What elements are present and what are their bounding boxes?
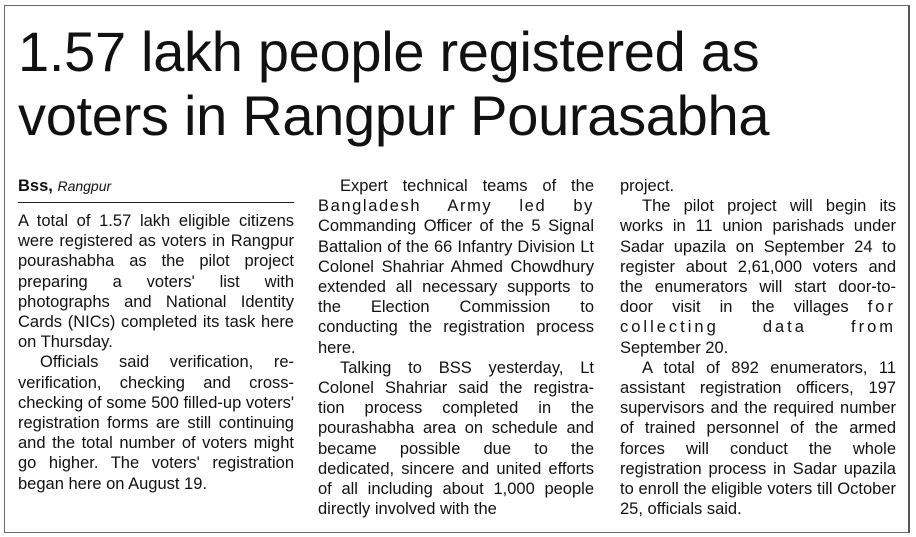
headline-line-1: 1.57 lakh people registered as bbox=[18, 20, 760, 83]
paragraph-fragment: Commanding Officer of the 5 Signal Battalion of the 66 Infantry Division Lt Colonel Shahriar Ahmed Chowdhury extended all necessary supports to the Election Commission to conducting the registration process here. bbox=[318, 217, 594, 357]
paragraph: Talking to BSS yesterday, Lt Colonel Shahriar said the registra-tion process completed in the pourashabha area on schedule and became possible due to the dedicated, sincere and united efforts of all including about 1,000 people directly involved with the bbox=[318, 358, 594, 519]
headline bbox=[18, 20, 898, 148]
byline-place: Rangpur bbox=[57, 178, 112, 194]
paragraph: A total of 1.57 lakh eligible citizens were registered as voters in Rangpur pourashabha as the pilot project preparing a voters' list with photographs and National Identity Cards (NICs) completed its task here on Thursday. bbox=[18, 212, 294, 352]
paragraph: project. bbox=[620, 177, 675, 195]
column-2 bbox=[318, 176, 594, 519]
paragraph-fragment: September 20. bbox=[620, 338, 729, 357]
paragraph-fragment: Expert technical teams of the bbox=[340, 177, 594, 195]
paragraph-fragment: for collecting data from bbox=[620, 298, 896, 337]
paragraph: A total of 892 enumerators, 11 assistant registration officers, 197 supervisors and the required number of trained personnel of the armed forces will conduct the whole registration process in Sadar upazila to enroll the eligible voters till October 25, officials said. bbox=[620, 358, 896, 519]
paragraph bbox=[620, 196, 896, 358]
paragraph: Officials said verification, re-verification, checking and cross-checking of some 500 filled-up voters' registration forms are still continuing and the total number of voters might go higher. The voters' registration began here on August 19. bbox=[18, 353, 294, 493]
byline-agency: Bss, bbox=[18, 177, 53, 195]
paragraph bbox=[318, 176, 594, 358]
paragraph-fragment: The pilot project will begin its works in 11 union parishads under Sadar upazila on September 24 to register about 2,61,000 voters and the enumerators will start door-to-door visit in the villages bbox=[620, 197, 896, 317]
column-3 bbox=[620, 176, 896, 519]
column-1 bbox=[18, 176, 294, 494]
headline-line-2: voters in Rangpur Pourasabha bbox=[18, 84, 770, 147]
paragraph-fragment: Bangladesh Army led by bbox=[318, 197, 594, 216]
byline bbox=[18, 176, 294, 203]
